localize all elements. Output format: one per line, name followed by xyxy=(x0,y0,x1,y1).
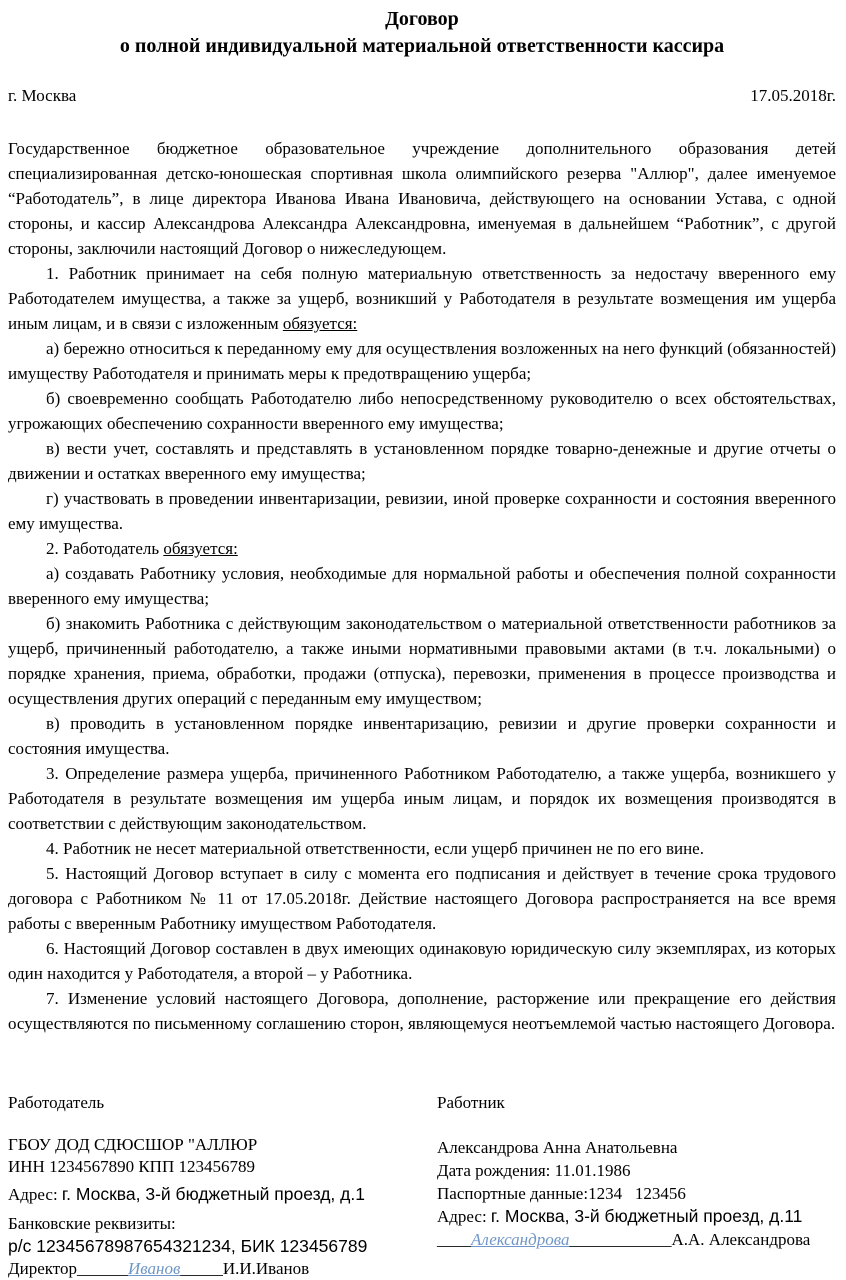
clause-1b-text: б) своевременно сообщать Работодателю либо непосредственному руководителю о всех обстоятельствах, угрожающих обеспечению сохранности вверенного ему имущества; xyxy=(8,389,836,433)
worker-birth-date: Дата рождения: 11.01.1986 xyxy=(437,1161,631,1180)
clause-6 xyxy=(8,936,836,986)
clause-2b xyxy=(8,611,836,711)
clause-2v xyxy=(8,711,836,761)
employer-sign-line-1: ______ xyxy=(76,1259,128,1278)
clause-1-text: 1. Работник принимает на себя полную материальную ответственность за недостачу вверенного ему Работодателем имущества, а также за ущерб, возникший у Работодателя в результате возмещения им ущерба иным лицам, и в связи с изложенным xyxy=(8,264,836,333)
document-title-line2: о полной индивидуальной материальной ответственности кассира xyxy=(119,35,725,57)
meta-row xyxy=(8,85,836,107)
worker-signature: Александрова xyxy=(471,1230,570,1249)
employer-address-label: Адрес: xyxy=(8,1185,62,1204)
employer-heading: Работодатель xyxy=(8,1093,105,1112)
worker-name: Александрова Анна Анатольевна xyxy=(437,1138,678,1157)
document-city: г. Москва xyxy=(8,86,77,105)
worker-heading: Работник xyxy=(437,1093,505,1112)
employer-bank-label: Банковские реквизиты: xyxy=(8,1214,176,1233)
clause-6-text: 6. Настоящий Договор составлен в двух имеющих одинаковую юридическую силу экземплярах, из которых один находится у Работодателя, а второй – у Работника. xyxy=(8,939,836,983)
clause-2a xyxy=(8,561,836,611)
clause-3-text: 3. Определение размера ущерба, причиненного Работником Работодателю, а также ущерба, возникшего у Работодателя в результате возмещения им ущерба иным лицам, и порядок их возмещения производятся в соответствии с действующим законодательством. xyxy=(8,764,836,833)
intro-paragraph: Государственное бюджетное образовательное учреждение дополнительного образования детей специализированная детско-юношеская спортивная школа олимпийского резерва "Аллюр", далее именуемое “Работодатель”, в лице директора Иванова Ивана Ивановича, действующего на основании Устава, с одной стороны, и кассир Александрова Александра Александровна, именуемая в дальнейшем “Работник”, с другой стороны, заключили настоящий Договор о нижеследующем. xyxy=(8,139,836,258)
employer-column xyxy=(8,1092,437,1280)
worker-column xyxy=(437,1092,836,1280)
document-date: 17.05.2018г. xyxy=(750,86,836,105)
clause-2 xyxy=(8,536,836,561)
clause-4 xyxy=(8,836,836,861)
clause-1a-text: а) бережно относиться к переданному ему для осуществления возложенных на него функций (обязанностей) имуществу Работодателя и принимать меры к предотвращению ущерба; xyxy=(8,339,836,383)
employer-sign-line-2: _____ xyxy=(180,1259,223,1278)
clause-1v-text: в) вести учет, составлять и представлять в установленном порядке товарно-денежные и другие отчеты о движении и остатках вверенного ему имущества; xyxy=(8,439,836,483)
worker-signature-row xyxy=(437,1228,836,1251)
employer-sign-name: И.И.Иванов xyxy=(222,1259,310,1278)
worker-passport: Паспортные данные:1234 123456 xyxy=(437,1184,686,1203)
clause-1 xyxy=(8,261,836,336)
clause-2a-text: а) создавать Работнику условия, необходимые для нормальной работы и обеспечения полной сохранности вверенного ему имущества; xyxy=(8,564,836,608)
worker-address-label: Адрес: xyxy=(437,1207,491,1226)
clause-5 xyxy=(8,861,836,936)
clause-2b-text: б) знакомить Работника с действующим законодательством о материальной ответственности работников за ущерб, причиненный работодателю, а также иными нормативными правовыми актами (в т.ч. локальными) о порядке хранения, приема, обработки, продажи (отпуска), перевозки, применения в процессе производства и осуществления других операций с переданным ему имуществом; xyxy=(8,614,836,708)
worker-sign-line-2: ____________ xyxy=(569,1230,672,1249)
worker-address xyxy=(437,1205,836,1228)
clause-1-underlined: обязуется: xyxy=(282,314,358,333)
employer-bank-value: р/с 12345678987654321234, БИК 123456789 xyxy=(8,1236,368,1256)
employer-address-value: г. Москва, 3-й бюджетный проезд, д.1 xyxy=(61,1184,365,1204)
clause-4-text: 4. Работник не несет материальной ответственности, если ущерб причинен не по его вине. xyxy=(46,839,704,858)
worker-sign-name: А.А. Александрова xyxy=(671,1230,811,1249)
clause-2v-text: в) проводить в установленном порядке инвентаризацию, ревизии и другие проверки сохранности и состояния имущества. xyxy=(8,714,836,758)
clause-5-text: 5. Настоящий Договор вступает в силу с момента его подписания и действует в течение срока трудового договора с Работником № 11 от 17.05.2018г. Действие настоящего Договора распространяется на все время работы с вверенным Работнику имуществом Работодателя. xyxy=(8,864,836,933)
employer-address xyxy=(8,1183,437,1206)
clause-1b xyxy=(8,386,836,436)
document-title-line1: Договор xyxy=(385,8,459,30)
clause-1g xyxy=(8,486,836,536)
employer-inn-kpp: ИНН 1234567890 КПП 123456789 xyxy=(8,1157,255,1176)
worker-address-value: г. Москва, 3-й бюджетный проезд, д.11 xyxy=(490,1206,803,1226)
worker-sign-line-1: ____ xyxy=(437,1230,471,1249)
clause-1a xyxy=(8,336,836,386)
employer-org-name: ГБОУ ДОД СДЮСШОР "АЛЛЮР xyxy=(8,1135,258,1154)
clause-2-text: 2. Работодатель xyxy=(46,539,164,558)
signature-section xyxy=(8,1092,836,1280)
clause-1v xyxy=(8,436,836,486)
clause-7 xyxy=(8,986,836,1036)
clause-3 xyxy=(8,761,836,836)
clause-2-underlined: обязуется: xyxy=(163,539,238,558)
employer-sign-role: Директор xyxy=(8,1259,77,1278)
employer-signature-row xyxy=(8,1257,437,1280)
clause-1g-text: г) участвовать в проведении инвентаризации, ревизии, иной проверке сохранности и состояния вверенного ему имущества. xyxy=(8,489,836,533)
clause-7-text: 7. Изменение условий настоящего Договора, дополнение, расторжение или прекращение его действия осуществляются по письменному соглашению сторон, являющемуся неотъемлемой частью настоящего Договора. xyxy=(8,989,836,1033)
employer-signature: Иванов xyxy=(127,1259,181,1278)
